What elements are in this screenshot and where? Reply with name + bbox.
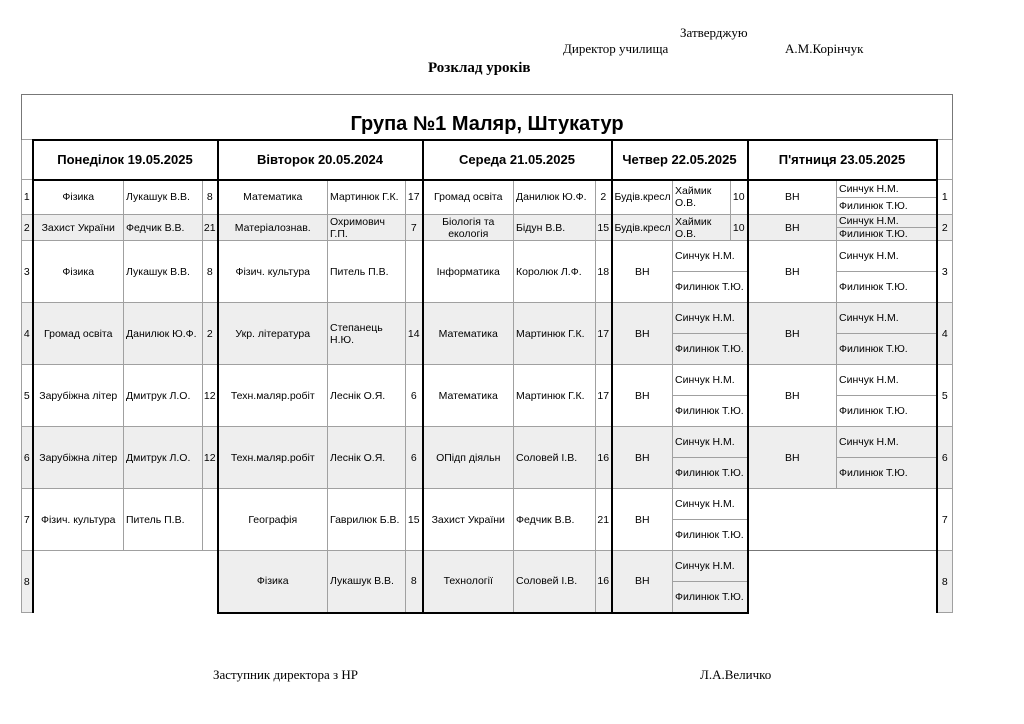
room-cell: 21	[596, 489, 612, 551]
subject-cell: ВН	[612, 365, 673, 427]
subject-cell: Математика	[423, 303, 514, 365]
subject-cell: Техн.маляр.робіт	[218, 365, 328, 427]
teacher-cell: Филинюк Т.Ю.	[837, 458, 937, 489]
room-cell: 10	[731, 215, 748, 241]
group-title-cell	[22, 95, 953, 140]
subject-cell: Фізич. культура	[218, 241, 328, 303]
schedule-row	[22, 551, 953, 582]
room-cell: 17	[596, 303, 612, 365]
schedule-row	[22, 215, 953, 228]
day-header-tuesday: Вівторок 20.05.2024	[218, 140, 423, 180]
room-cell: 17	[596, 365, 612, 427]
teacher-cell: Синчук Н.М.	[837, 365, 937, 396]
room-cell: 8	[203, 241, 218, 303]
room-cell: 16	[596, 427, 612, 489]
subject-cell: ВН	[748, 180, 837, 215]
subject-cell: Матеріалознав.	[218, 215, 328, 241]
teacher-cell: Синчук Н.М.	[673, 365, 748, 396]
approve-label: Затверджую	[680, 25, 748, 40]
schedule-row	[22, 365, 953, 396]
schedule-row	[22, 180, 953, 198]
teacher-cell: Филинюк Т.Ю.	[673, 458, 748, 489]
room-cell: 21	[203, 215, 218, 241]
teacher-cell: Филинюк Т.Ю.	[673, 520, 748, 551]
teacher-cell: Синчук Н.М.	[673, 303, 748, 334]
subject-cell: ОПідп діяльн	[423, 427, 514, 489]
schedule-row	[22, 303, 953, 334]
subject-cell: ВН	[612, 303, 673, 365]
subject-cell: ВН	[612, 489, 673, 551]
room-cell: 18	[596, 241, 612, 303]
teacher-cell: Синчук Н.М.	[837, 303, 937, 334]
deputy-title: Заступник директора з НР	[213, 667, 359, 682]
lesson-number: 2	[22, 215, 33, 241]
teacher-cell: Филинюк Т.Ю.	[837, 272, 937, 303]
subject-cell: ВН	[748, 303, 837, 365]
teacher-cell: Синчук Н.М.	[837, 427, 937, 458]
subject-cell: Математика	[218, 180, 328, 215]
lesson-number: 3	[22, 241, 33, 303]
lesson-number: 5	[22, 365, 33, 427]
teacher-cell: Гаврилюк Б.В.	[328, 489, 406, 551]
teacher-cell: Синчук Н.М.	[837, 241, 937, 272]
teacher-cell: Лукашук В.В.	[124, 241, 203, 303]
subject-cell: Фізика	[218, 551, 328, 613]
subject-cell: Будів.кресл	[612, 180, 673, 215]
lesson-number-right: 1	[937, 180, 953, 215]
teacher-cell: Данилюк Ю.Ф.	[124, 303, 203, 365]
teacher-cell: Мартинюк Г.К.	[328, 180, 406, 215]
subject-cell: ВН	[748, 427, 837, 489]
empty-cell	[33, 551, 218, 613]
teacher-cell: Мартинюк Г.К.	[514, 365, 596, 427]
subject-cell: Фізика	[33, 180, 124, 215]
room-cell: 15	[596, 215, 612, 241]
subject-cell: ВН	[748, 215, 837, 241]
subject-cell: ВН	[612, 551, 673, 613]
lesson-number-right: 7	[937, 489, 953, 551]
teacher-cell: Питель П.В.	[124, 489, 203, 551]
page-title: Розклад уроків	[428, 60, 531, 76]
room-cell: 17	[406, 180, 423, 215]
teacher-cell: Филинюк Т.Ю.	[837, 334, 937, 365]
subject-cell: Будів.кресл	[612, 215, 673, 241]
teacher-cell: Соловей І.В.	[514, 427, 596, 489]
schedule-row	[22, 241, 953, 272]
lesson-number-right: 8	[937, 551, 953, 613]
subject-cell: ВН	[612, 241, 673, 303]
deputy-name: Л.А.Величко	[700, 667, 772, 682]
teacher-cell: Федчик В.В.	[514, 489, 596, 551]
teacher-cell: Леснік О.Я.	[328, 365, 406, 427]
room-cell: 12	[203, 427, 218, 489]
director-title: Директор училища	[563, 41, 669, 56]
teacher-cell: Хаймик О.В.	[673, 180, 731, 215]
teacher-cell: Синчук Н.М.	[837, 215, 937, 228]
lesson-number: 7	[22, 489, 33, 551]
room-cell	[406, 241, 423, 303]
room-cell: 2	[203, 303, 218, 365]
subject-cell: Біологія та екологія	[423, 215, 514, 241]
teacher-cell: Леснік О.Я.	[328, 427, 406, 489]
teacher-cell: Соловей І.В.	[514, 551, 596, 613]
subject-cell: Математика	[423, 365, 514, 427]
day-header-friday: П'ятниця 23.05.2025	[748, 140, 937, 180]
lesson-number-right: 3	[937, 241, 953, 303]
subject-cell: Технології	[423, 551, 514, 613]
empty-cell	[748, 489, 937, 551]
teacher-cell: Филинюк Т.Ю.	[837, 228, 937, 241]
subject-cell: Громад освіта	[33, 303, 124, 365]
teacher-cell: Хаймик О.В.	[673, 215, 731, 241]
schedule-row	[22, 489, 953, 520]
teacher-cell: Дмитрук Л.О.	[124, 365, 203, 427]
subject-cell: Укр. література	[218, 303, 328, 365]
room-cell: 15	[406, 489, 423, 551]
teacher-cell: Синчук Н.М.	[673, 427, 748, 458]
schedule-row	[22, 427, 953, 458]
subject-cell: Фізич. культура	[33, 489, 124, 551]
lesson-number-right: 4	[937, 303, 953, 365]
subject-cell: Фізика	[33, 241, 124, 303]
director-name: А.М.Корінчук	[785, 41, 864, 56]
room-cell: 6	[406, 365, 423, 427]
room-cell: 8	[203, 180, 218, 215]
room-cell: 12	[203, 365, 218, 427]
lesson-number: 1	[22, 180, 33, 215]
teacher-cell: Филинюк Т.Ю.	[837, 197, 937, 215]
lesson-number: 8	[22, 551, 33, 613]
teacher-cell: Данилюк Ю.Ф.	[514, 180, 596, 215]
day-header-wednesday: Середа 21.05.2025	[423, 140, 612, 180]
empty-cell	[748, 551, 937, 613]
teacher-cell: Филинюк Т.Ю.	[673, 334, 748, 365]
room-cell: 10	[731, 180, 748, 215]
teacher-cell: Синчук Н.М.	[673, 489, 748, 520]
room-cell: 7	[406, 215, 423, 241]
subject-cell: Техн.маляр.робіт	[218, 427, 328, 489]
teacher-cell: Лукашук В.В.	[124, 180, 203, 215]
group-title: Група №1 Маляр, Штукатур	[350, 112, 624, 135]
room-cell: 8	[406, 551, 423, 613]
lesson-number-right: 6	[937, 427, 953, 489]
subject-cell: Захист України	[33, 215, 124, 241]
subject-cell: Захист України	[423, 489, 514, 551]
lesson-number-right: 2	[937, 215, 953, 241]
room-cell: 6	[406, 427, 423, 489]
lesson-number: 6	[22, 427, 33, 489]
teacher-cell: Бідун В.В.	[514, 215, 596, 241]
room-cell: 14	[406, 303, 423, 365]
subject-cell: Зарубіжна літер	[33, 427, 124, 489]
lesson-number-right: 5	[937, 365, 953, 427]
room-cell: 16	[596, 551, 612, 613]
day-header-thursday: Четвер 22.05.2025	[612, 140, 748, 180]
teacher-cell: Дмитрук Л.О.	[124, 427, 203, 489]
subject-cell: Зарубіжна літер	[33, 365, 124, 427]
subject-cell: ВН	[612, 427, 673, 489]
teacher-cell: Степанець Н.Ю.	[328, 303, 406, 365]
subject-cell: Інформатика	[423, 241, 514, 303]
teacher-cell: Федчик В.В.	[124, 215, 203, 241]
teacher-cell: Питель П.В.	[328, 241, 406, 303]
subject-cell: Географія	[218, 489, 328, 551]
subject-cell: ВН	[748, 241, 837, 303]
teacher-cell: Мартинюк Г.К.	[514, 303, 596, 365]
teacher-cell: Филинюк Т.Ю.	[837, 396, 937, 427]
teacher-cell: Королюк Л.Ф.	[514, 241, 596, 303]
teacher-cell: Синчук Н.М.	[837, 180, 937, 198]
subject-cell: ВН	[748, 365, 837, 427]
teacher-cell: Синчук Н.М.	[673, 241, 748, 272]
lesson-number: 4	[22, 303, 33, 365]
teacher-cell: Филинюк Т.Ю.	[673, 272, 748, 303]
teacher-cell: Филинюк Т.Ю.	[673, 582, 748, 613]
day-header-monday: Понеділок 19.05.2025	[33, 140, 218, 180]
teacher-cell: Филинюк Т.Ю.	[673, 396, 748, 427]
teacher-cell: Синчук Н.М.	[673, 551, 748, 582]
room-cell	[203, 489, 218, 551]
schedule-table	[21, 94, 952, 614]
subject-cell: Громад освіта	[423, 180, 514, 215]
teacher-cell: Лукашук В.В.	[328, 551, 406, 613]
room-cell: 2	[596, 180, 612, 215]
teacher-cell: Охримович Г.П.	[328, 215, 406, 241]
